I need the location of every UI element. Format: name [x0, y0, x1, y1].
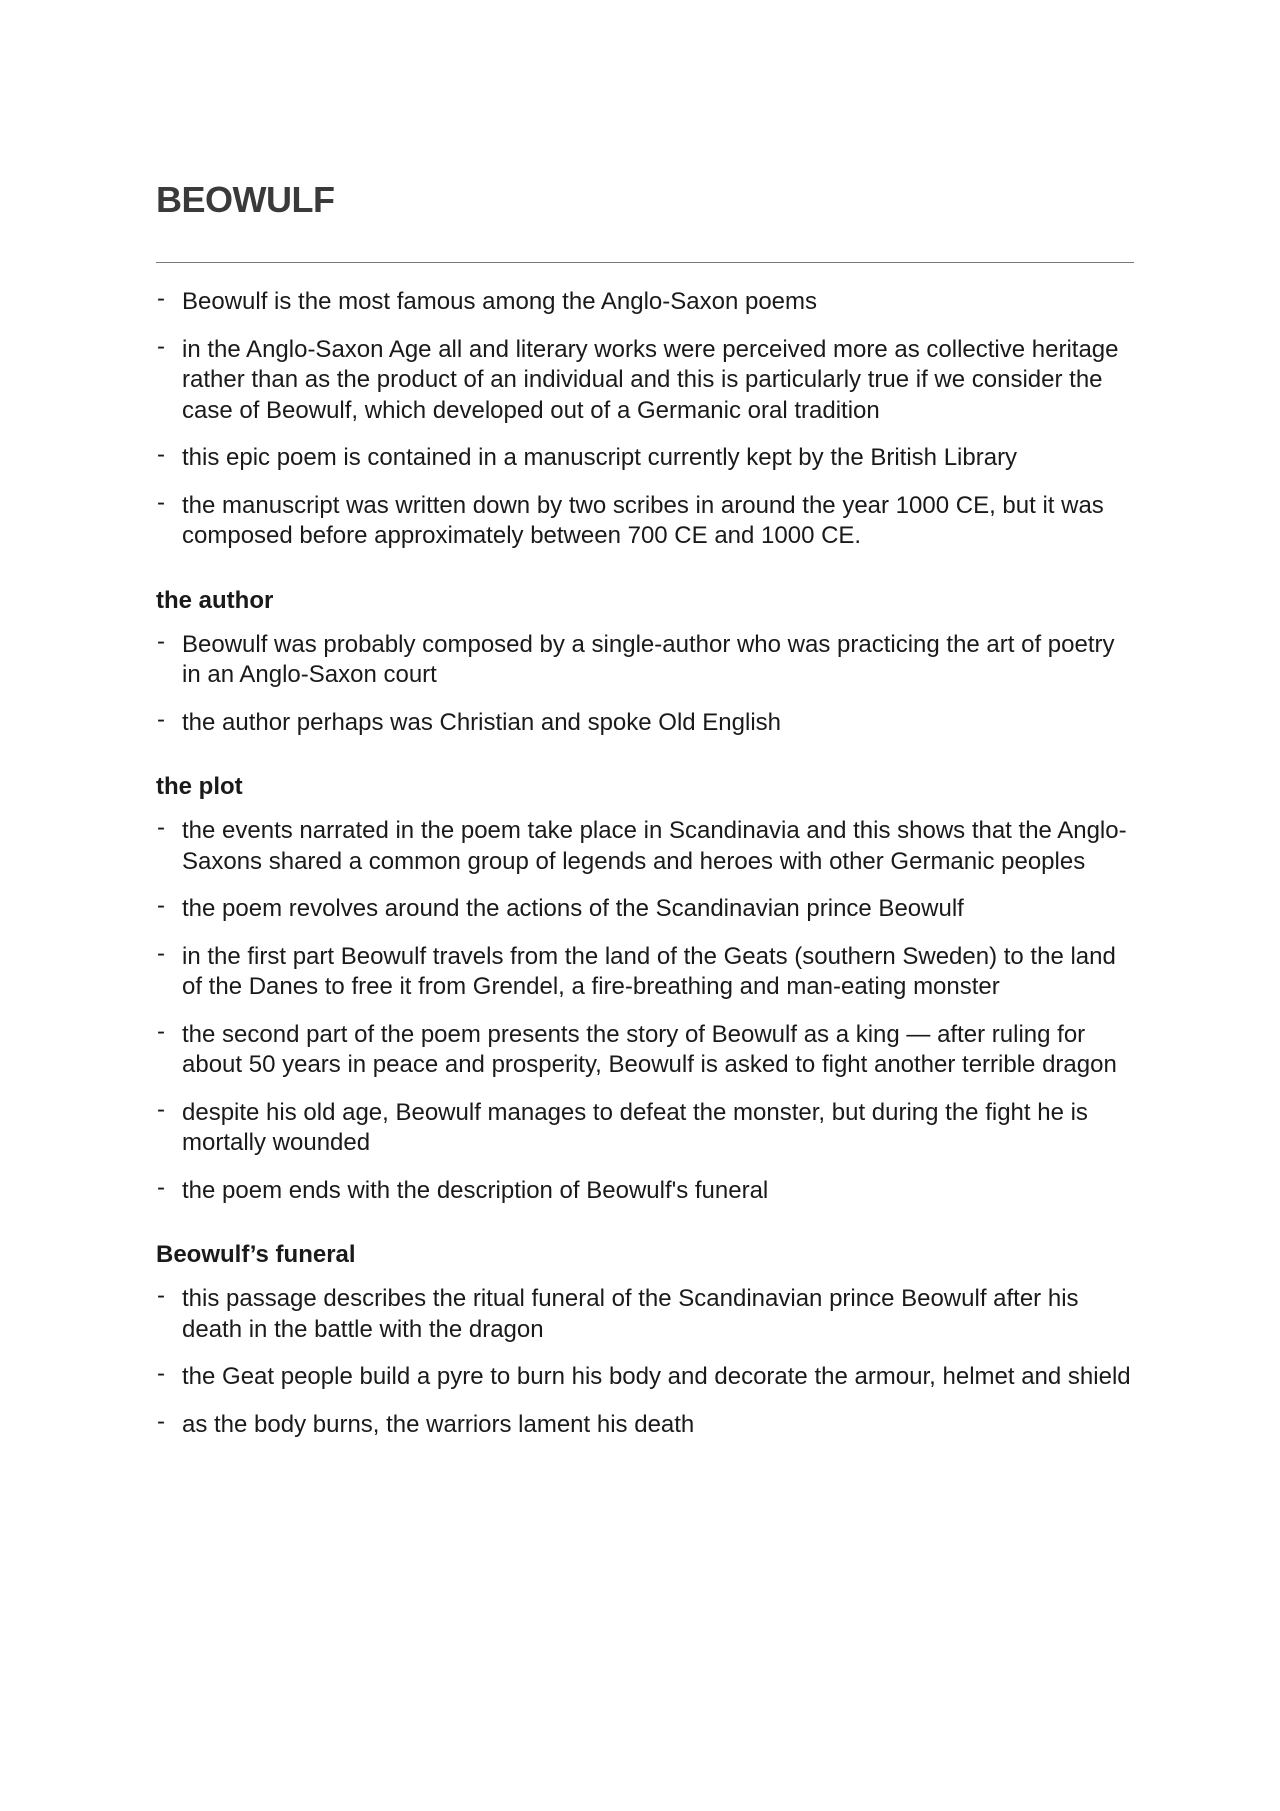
list-item-text: this epic poem is contained in a manuscript currently kept by the British Library	[182, 444, 1018, 471]
dash-bullet: -	[157, 285, 165, 312]
list-item	[156, 1284, 1134, 1345]
list-item-text: the Geat people build a pyre to burn his body and decorate the armour, helmet and shield	[182, 1363, 1131, 1390]
list-item-text: the events narrated in the poem take place in Scandinavia and this shows that the Anglo-Saxons shared a common group of legends and heroes with other Germanic peoples	[182, 817, 1127, 875]
funeral-list	[156, 1284, 1134, 1440]
list-item-text: in the first part Beowulf travels from the land of the Geats (southern Sweden) to the land of the Danes to free it from Grendel, a fire-breathing and man-eating monster	[182, 942, 1116, 1000]
list-item-text: Beowulf was probably composed by a single-author who was practicing the art of poetry in an Anglo-Saxon court	[182, 630, 1115, 688]
list-item	[156, 1362, 1134, 1393]
list-item-text: in the Anglo-Saxon Age all and literary works were perceived more as collective heritage rather than as the product of an individual and this is particularly true if we consider the case of Beowulf, which developed out of a Germanic oral tradition	[182, 335, 1119, 424]
document-page	[156, 168, 1134, 1457]
dash-bullet: -	[157, 488, 165, 516]
author-list	[156, 627, 1134, 739]
list-item-text: the manuscript was written down by two scribes in around the year 1000 CE, but it was composed before approximately between 700 CE and 1000 CE.	[182, 491, 1104, 549]
list-item-text: the poem ends with the description of Beowulf's funeral	[182, 1176, 769, 1204]
dash-bullet: -	[157, 1173, 165, 1201]
dash-bullet: -	[157, 892, 165, 919]
dash-bullet: -	[157, 441, 165, 468]
plot-list	[156, 816, 1134, 1206]
page-title: BEOWULF	[156, 179, 335, 220]
list-item	[156, 627, 1134, 691]
list-item-text: the second part of the poem presents the story of Beowulf as a king — after ruling for about 50 years in peace and prosperity, Beowulf is asked to fight another terrible dragon	[182, 1020, 1117, 1078]
dash-bullet: -	[157, 939, 165, 967]
list-item	[156, 1095, 1134, 1159]
list-item	[156, 816, 1134, 877]
list-item-text: the author perhaps was Christian and spoke Old English	[182, 708, 782, 736]
section-heading-author: the author	[156, 586, 274, 614]
title-divider	[156, 262, 1134, 263]
list-item	[156, 1407, 1134, 1441]
list-item	[156, 332, 1134, 427]
section-heading-plot: the plot	[156, 773, 243, 800]
dash-bullet: -	[157, 627, 165, 655]
intro-list	[156, 287, 1134, 552]
dash-bullet: -	[157, 814, 165, 841]
list-item	[156, 287, 1134, 318]
dash-bullet: -	[157, 332, 165, 360]
list-item	[156, 894, 1134, 925]
dash-bullet: -	[157, 1017, 165, 1045]
list-item	[156, 939, 1134, 1003]
list-item-text: the poem revolves around the actions of the Scandinavian prince Beowulf	[182, 895, 964, 922]
list-item	[156, 443, 1134, 474]
section-heading-funeral: Beowulf’s funeral	[156, 1241, 356, 1268]
list-item	[156, 1017, 1134, 1081]
dash-bullet: -	[157, 1282, 165, 1309]
dash-bullet: -	[157, 1095, 165, 1123]
dash-bullet: -	[157, 705, 165, 733]
list-item-text: as the body burns, the warriors lament his death	[182, 1410, 695, 1438]
list-item	[156, 488, 1134, 552]
list-item-text: despite his old age, Beowulf manages to defeat the monster, but during the fight he is mortally wounded	[182, 1098, 1088, 1156]
list-item	[156, 705, 1134, 739]
list-item-text: Beowulf is the most famous among the Anglo-Saxon poems	[182, 288, 818, 315]
dash-bullet: -	[157, 1407, 165, 1435]
list-item	[156, 1173, 1134, 1207]
list-item-text: this passage describes the ritual funeral of the Scandinavian prince Beowulf after his death in the battle with the dragon	[182, 1285, 1079, 1343]
dash-bullet: -	[157, 1360, 165, 1387]
